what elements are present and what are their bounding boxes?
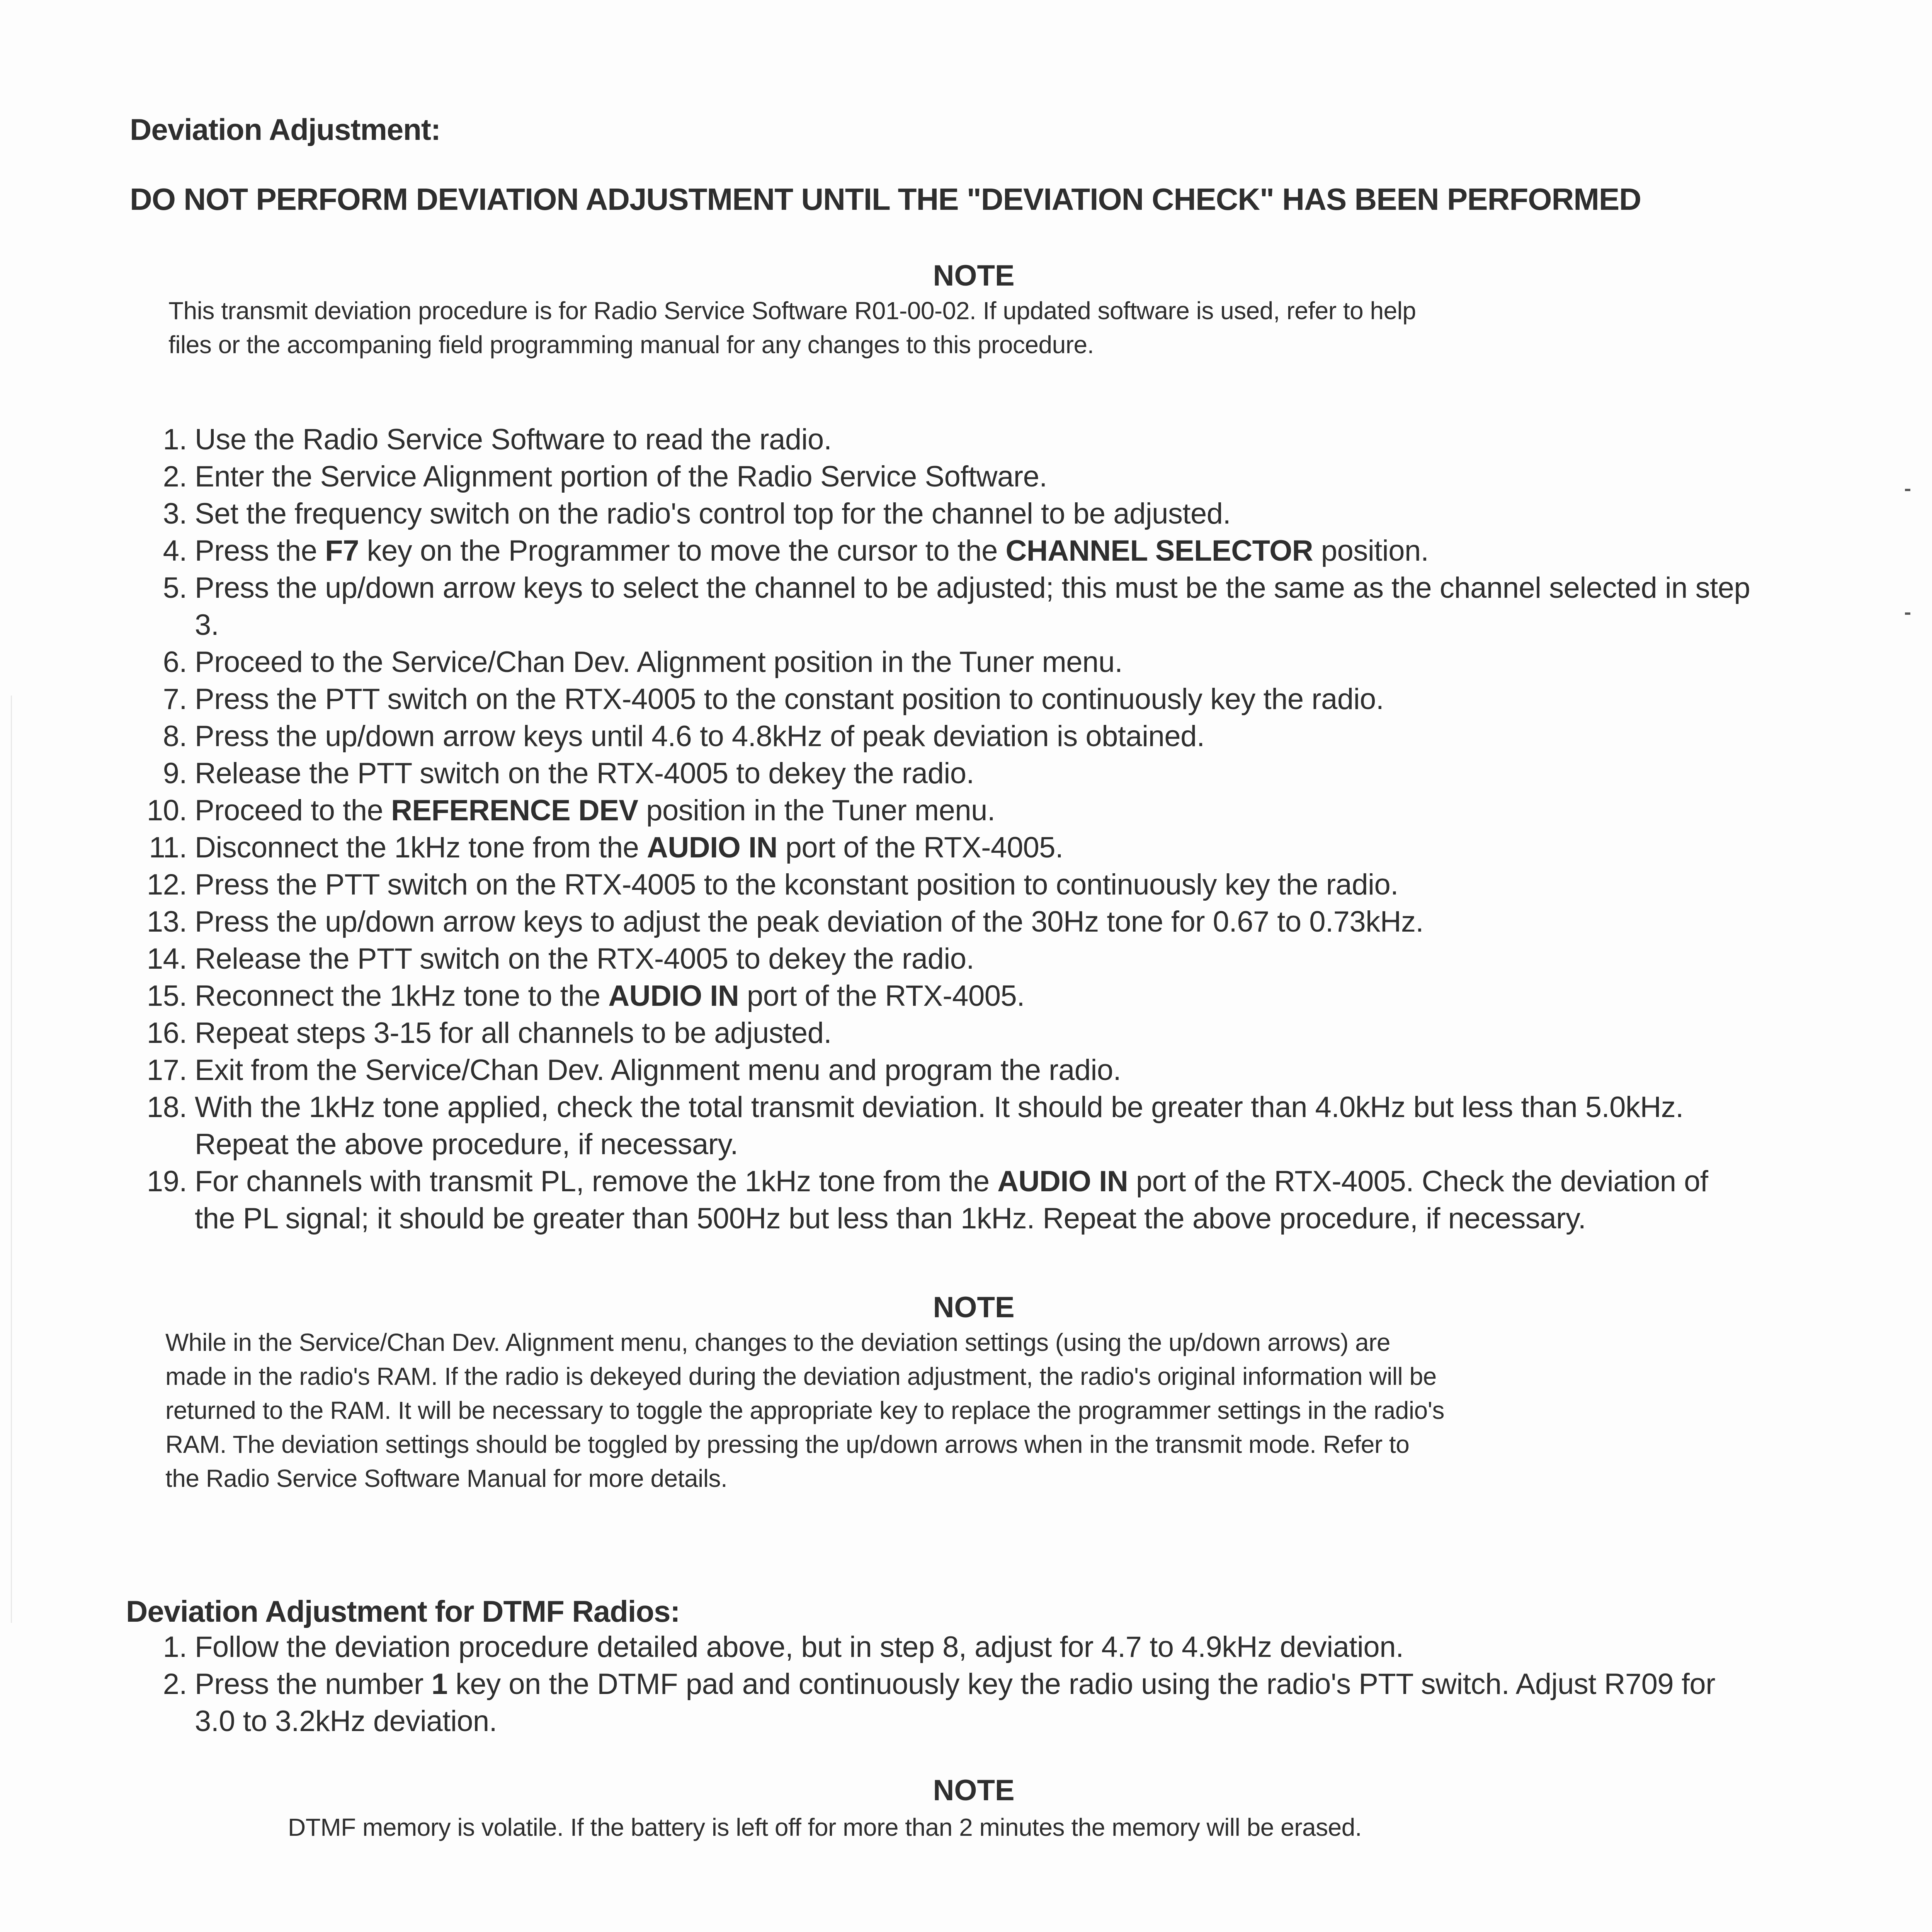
list-item bbox=[124, 1163, 1754, 1237]
step-text bbox=[195, 940, 1754, 978]
list-item bbox=[124, 755, 1754, 792]
bold-term: F7 bbox=[325, 534, 359, 567]
dtmf-steps bbox=[124, 1629, 1747, 1740]
text-run: Press the PTT switch on the RTX-4005 to the constant position to continuously key the radio. bbox=[195, 683, 1384, 716]
text-run: Press the PTT switch on the RTX-4005 to the kconstant position to continuously key the radio. bbox=[195, 868, 1398, 901]
step-number: 2. bbox=[163, 1668, 187, 1701]
step-text bbox=[195, 718, 1754, 755]
list-item bbox=[124, 1052, 1754, 1089]
step-number: 12. bbox=[146, 868, 187, 901]
list-item bbox=[124, 532, 1754, 570]
step-text bbox=[195, 755, 1754, 792]
step-text bbox=[195, 681, 1754, 718]
note-line: While in the Service/Chan Dev. Alignment menu, changes to the deviation settings (using the up/down arrows) are bbox=[165, 1328, 1390, 1356]
text-run: With the 1kHz tone applied, check the total transmit deviation. It should be greater than 4.0kHz but less than 5.0kHz. Repeat the above procedure, if necessary. bbox=[195, 1091, 1684, 1161]
text-run: Press the up/down arrow keys to adjust the peak deviation of the 30Hz tone for 0.67 to 0.73kHz. bbox=[195, 905, 1424, 938]
scan-edge-line bbox=[11, 696, 12, 1623]
step-number: 3. bbox=[163, 497, 187, 530]
text-run: Set the frequency switch on the radio's control top for the channel to be adjusted. bbox=[195, 497, 1231, 530]
note-line: files or the accompaning field programming manual for any changes to this procedure. bbox=[168, 331, 1094, 359]
note-line: DTMF memory is volatile. If the battery is left off for more than 2 minutes the memory will be erased. bbox=[288, 1813, 1362, 1841]
step-number: 18. bbox=[146, 1091, 187, 1124]
list-item bbox=[124, 570, 1754, 644]
step-number: 7. bbox=[163, 683, 187, 716]
section-heading: Deviation Adjustment: bbox=[130, 112, 440, 146]
step-number: 17. bbox=[146, 1054, 187, 1087]
step-number: 15. bbox=[146, 980, 187, 1012]
step-number: 8. bbox=[163, 720, 187, 753]
text-run: Press the bbox=[195, 534, 325, 567]
note-line: This transmit deviation procedure is for Radio Service Software R01-00-02. If updated software is used, refer to help bbox=[168, 297, 1416, 325]
list-item bbox=[124, 1015, 1754, 1052]
list-item bbox=[124, 458, 1754, 495]
note-line: RAM. The deviation settings should be toggled by pressing the up/down arrows when in the transmit mode. Refer to bbox=[165, 1430, 1410, 1458]
step-number: 10. bbox=[146, 794, 187, 827]
step-number: 16. bbox=[146, 1017, 187, 1049]
list-item bbox=[124, 792, 1754, 829]
text-run: position in the Tuner menu. bbox=[638, 794, 995, 827]
text-run: Release the PTT switch on the RTX-4005 to dekey the radio. bbox=[195, 757, 975, 790]
note-title-1: NOTE bbox=[933, 259, 1015, 292]
text-run: Release the PTT switch on the RTX-4005 to dekey the radio. bbox=[195, 942, 975, 975]
text-run: port of the RTX-4005. bbox=[777, 831, 1063, 864]
text-run: Reconnect the 1kHz tone to the bbox=[195, 980, 609, 1012]
warning-banner: DO NOT PERFORM DEVIATION ADJUSTMENT UNTIL THE "DEVIATION CHECK" HAS BEEN PERFORMED bbox=[130, 182, 1641, 216]
step-text bbox=[195, 421, 1754, 458]
step-text bbox=[195, 978, 1754, 1015]
margin-mark bbox=[1905, 489, 1910, 491]
step-text bbox=[195, 1015, 1754, 1052]
step-number: 14. bbox=[146, 942, 187, 975]
step-number: 2. bbox=[163, 460, 187, 493]
text-run: Proceed to the bbox=[195, 794, 391, 827]
step-text bbox=[195, 792, 1754, 829]
note-line: made in the radio's RAM. If the radio is dekeyed during the deviation adjustment, the radio's original information will be bbox=[165, 1362, 1437, 1390]
bold-term: AUDIO IN bbox=[608, 980, 739, 1012]
bold-term: AUDIO IN bbox=[647, 831, 778, 864]
note-title-3: NOTE bbox=[933, 1774, 1015, 1807]
procedure-steps bbox=[124, 421, 1754, 1237]
list-item bbox=[124, 866, 1754, 903]
step-text bbox=[195, 644, 1754, 681]
list-item bbox=[124, 903, 1754, 940]
note-body-2 bbox=[165, 1325, 1750, 1495]
list-item bbox=[124, 1666, 1747, 1740]
text-run: Follow the deviation procedure detailed above, but in step 8, adjust for 4.7 to 4.9kHz deviation. bbox=[195, 1631, 1404, 1663]
bold-term: AUDIO IN bbox=[997, 1165, 1128, 1198]
note-body-1 bbox=[168, 294, 1416, 362]
step-text bbox=[195, 532, 1754, 570]
bold-term: REFERENCE DEV bbox=[391, 794, 638, 827]
text-run: key on the Programmer to move the cursor to the bbox=[359, 534, 1006, 567]
step-text bbox=[195, 495, 1754, 532]
text-run: Press the number bbox=[195, 1668, 432, 1701]
text-run: position. bbox=[1313, 534, 1429, 567]
text-run: Use the Radio Service Software to read the radio. bbox=[195, 423, 832, 456]
step-number: 13. bbox=[146, 905, 187, 938]
margin-mark bbox=[1905, 612, 1910, 615]
text-run: Disconnect the 1kHz tone from the bbox=[195, 831, 647, 864]
step-number: 19. bbox=[146, 1165, 187, 1198]
step-text bbox=[195, 829, 1754, 866]
note-line: returned to the RAM. It will be necessary to toggle the appropriate key to replace the programmer settings in the radio's bbox=[165, 1396, 1444, 1424]
list-item bbox=[124, 978, 1754, 1015]
list-item bbox=[124, 829, 1754, 866]
step-text bbox=[195, 1089, 1754, 1163]
step-number: 11. bbox=[149, 831, 187, 864]
step-text bbox=[195, 570, 1754, 644]
step-number: 5. bbox=[163, 571, 187, 604]
step-text bbox=[195, 458, 1754, 495]
list-item bbox=[124, 644, 1754, 681]
step-number: 1. bbox=[163, 1631, 187, 1663]
step-number: 6. bbox=[163, 646, 187, 679]
step-number: 1. bbox=[163, 423, 187, 456]
list-item bbox=[124, 421, 1754, 458]
step-text bbox=[195, 866, 1754, 903]
text-run: Proceed to the Service/Chan Dev. Alignment position in the Tuner menu. bbox=[195, 646, 1123, 679]
step-text bbox=[195, 1666, 1747, 1740]
dtmf-heading: Deviation Adjustment for DTMF Radios: bbox=[126, 1594, 680, 1628]
step-number: 4. bbox=[163, 534, 187, 567]
text-run: Press the up/down arrow keys to select the channel to be adjusted; this must be the same as the channel selected in step 3. bbox=[195, 571, 1750, 641]
text-run: Repeat steps 3-15 for all channels to be adjusted. bbox=[195, 1017, 832, 1049]
step-text bbox=[195, 1163, 1754, 1237]
list-item bbox=[124, 495, 1754, 532]
bold-term: 1 bbox=[431, 1668, 448, 1701]
text-run: port of the RTX-4005. bbox=[739, 980, 1025, 1012]
step-text bbox=[195, 1629, 1747, 1666]
list-item bbox=[124, 718, 1754, 755]
step-text bbox=[195, 903, 1754, 940]
note-body-3 bbox=[288, 1810, 1362, 1844]
text-run: Exit from the Service/Chan Dev. Alignment menu and program the radio. bbox=[195, 1054, 1121, 1087]
list-item bbox=[124, 1089, 1754, 1163]
text-run: Press the up/down arrow keys until 4.6 to 4.8kHz of peak deviation is obtained. bbox=[195, 720, 1205, 753]
note-title-2: NOTE bbox=[933, 1291, 1015, 1324]
bold-term: CHANNEL SELECTOR bbox=[1005, 534, 1313, 567]
list-item bbox=[124, 1629, 1747, 1666]
text-run: For channels with transmit PL, remove the 1kHz tone from the bbox=[195, 1165, 998, 1198]
step-text bbox=[195, 1052, 1754, 1089]
text-run: port of the RTX-4005. Check the deviation of the PL signal; it should be greater than 500Hz but less than 1kHz. Repeat the above procedure, if necessary. bbox=[195, 1165, 1708, 1235]
note-line: the Radio Service Software Manual for more details. bbox=[165, 1464, 728, 1492]
text-run: key on the DTMF pad and continuously key the radio using the radio's PTT switch. Adjust R709 for 3.0 to 3.2kHz deviation. bbox=[195, 1668, 1716, 1738]
step-number: 9. bbox=[163, 757, 187, 790]
list-item bbox=[124, 940, 1754, 978]
list-item bbox=[124, 681, 1754, 718]
text-run: Enter the Service Alignment portion of the Radio Service Software. bbox=[195, 460, 1047, 493]
